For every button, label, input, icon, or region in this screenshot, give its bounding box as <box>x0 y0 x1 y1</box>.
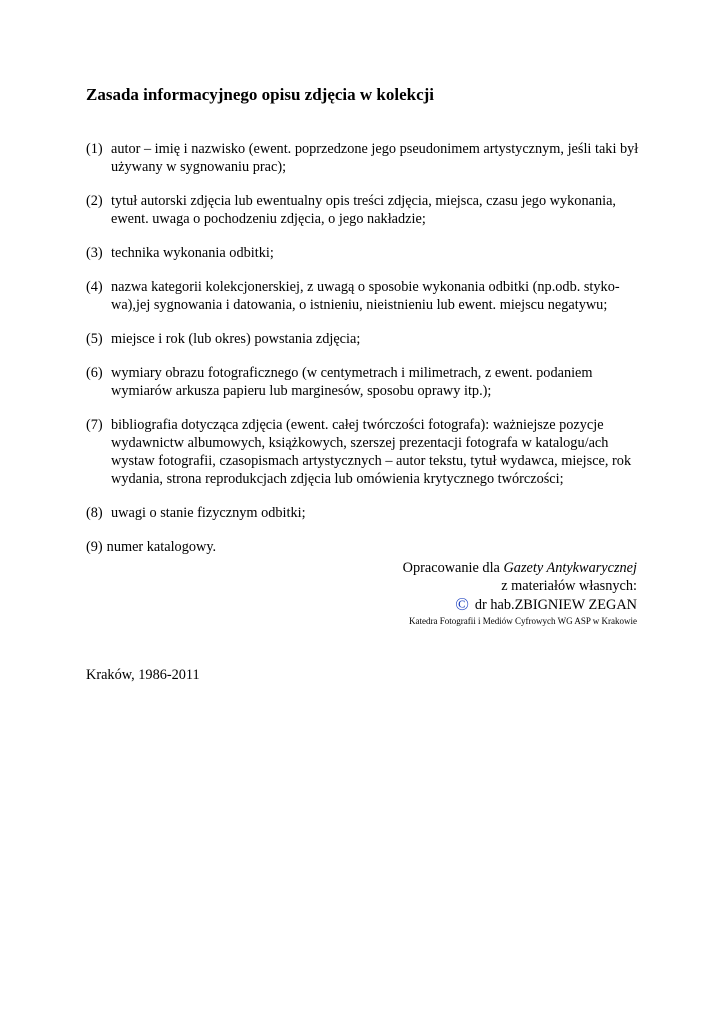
item-text: wymiary obrazu fotograficznego (w centymetrach i milimetrach, z ewent. podaniem wymiarów arkusza papieru lub marginesów, sposobu oprawy itp.); <box>111 365 593 399</box>
item-text: technika wykonania odbitki; <box>111 245 274 261</box>
list-item <box>86 192 646 228</box>
document-title: Zasada informacyjnego opisu zdjęcia w kolekcji <box>86 85 435 104</box>
item-number: (2) <box>86 193 103 209</box>
publication-name: Gazety Antykwarycznej <box>503 560 637 576</box>
list-item <box>86 278 646 314</box>
author-line <box>403 595 637 614</box>
description-rules-list <box>86 140 646 572</box>
item-number: (5) <box>86 331 103 347</box>
list-item <box>86 504 646 522</box>
list-item <box>86 364 646 400</box>
item-number: (6) <box>86 365 103 381</box>
item-text: tytuł autorski zdjęcia lub ewentualny opis treści zdjęcia, miejsca, czasu jego wykonania, ewent. uwaga o pochodzeniu zdjęcia, o jego nakładzie; <box>111 193 616 227</box>
item-text: bibliografia dotycząca zdjęcia (ewent. całej twórczości fotografa): ważniejsze pozycje wydawnictw albumowych, książkowych, szerszej prezentacji fotografa w katalogu/ach wystaw fotografii, czasopismach artystycznych – autor tekstu, tytuł wydawca, miejsce, rok wydania, strona reprodukcjach zdjęcia lub omówienia krytycznego twórczości; <box>111 417 632 487</box>
list-item <box>86 416 646 488</box>
prepared-for-line <box>403 559 637 577</box>
item-number: (1) <box>86 141 103 157</box>
place-and-date: Kraków, 1986-2011 <box>86 667 200 683</box>
prepared-for-prefix: Opracowanie dla <box>402 560 504 576</box>
item-text: uwagi o stanie fizycznym odbitki; <box>111 505 306 521</box>
item-text: miejsce i rok (lub okres) powstania zdjęcia; <box>111 331 361 347</box>
item-number: (4) <box>86 279 103 295</box>
list-item <box>86 244 646 262</box>
item-text: nazwa kategorii kolekcjonerskiej, z uwagą o sposobie wykonania odbitki (np.odb. styko-wa),jej sygnowania i datowania, o istnieniu, nieistnieniu lub ewent. miejscu negatywu; <box>111 279 620 313</box>
item-number: (7) <box>86 417 103 433</box>
signature-block <box>403 559 637 628</box>
list-item <box>86 140 646 176</box>
item-text: numer katalogowy. <box>106 539 217 555</box>
list-item <box>86 538 646 556</box>
item-number: (8) <box>86 505 103 521</box>
item-number: (3) <box>86 245 103 261</box>
affiliation: Katedra Fotografii i Mediów Cyfrowych WG ASP w Krakowie <box>409 616 637 626</box>
list-item <box>86 330 646 348</box>
item-number: (9) <box>86 539 103 555</box>
copyright-icon: © <box>455 594 469 614</box>
author-name: dr hab.ZBIGNIEW ZEGAN <box>474 597 637 613</box>
item-text: autor – imię i nazwisko (ewent. poprzedzone jego pseudonimem artystycznym, jeśli taki był używany w sygnowaniu prac); <box>111 141 639 175</box>
materials-line: z materiałów własnych: <box>501 578 637 594</box>
